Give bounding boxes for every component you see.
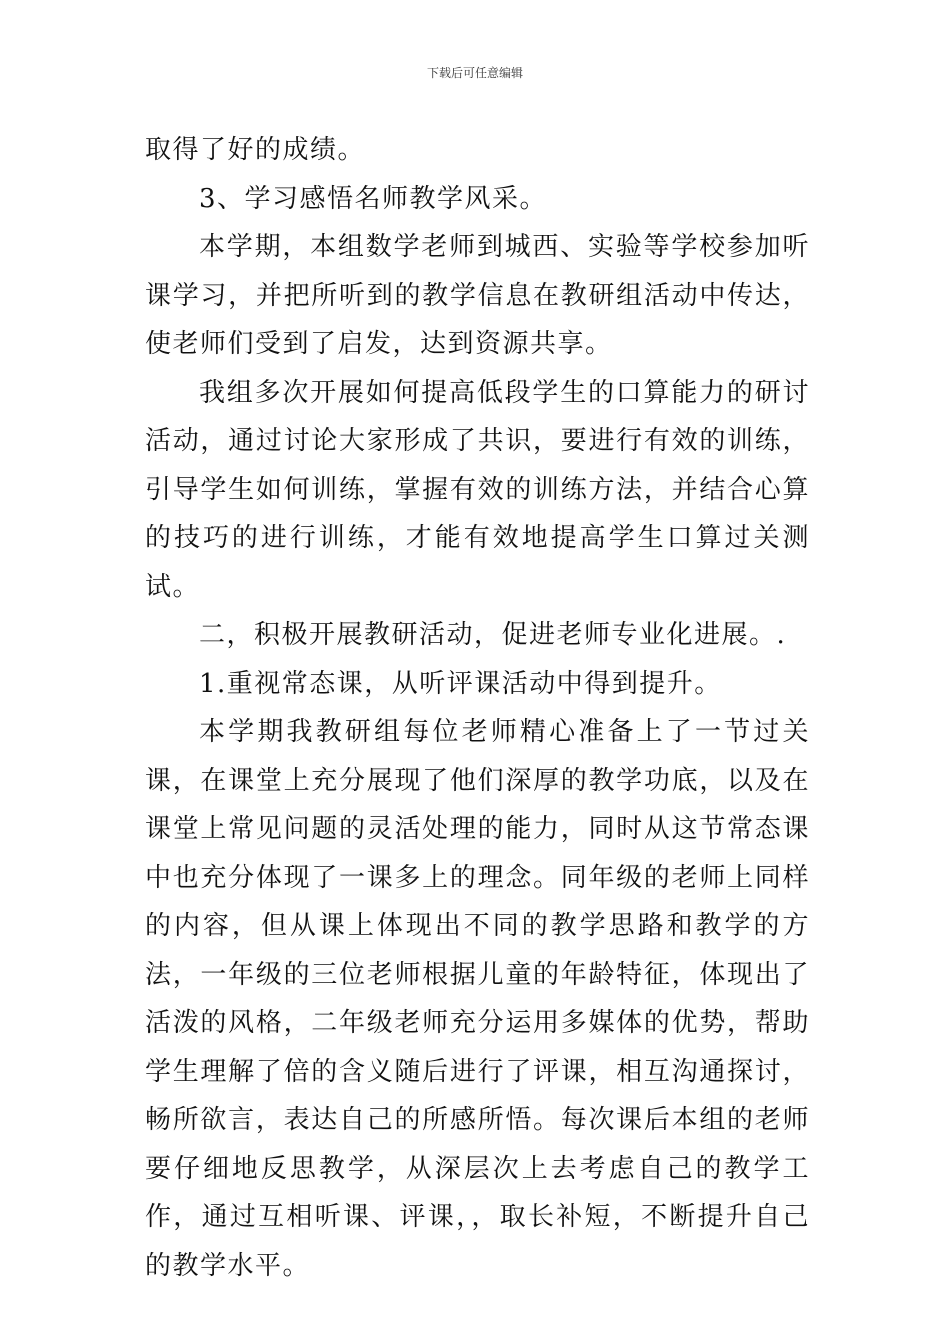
page-header: 下载后可任意编辑 <box>426 66 523 80</box>
section-heading-2: 二，积极开展教研活动，促进老师专业化进展。. <box>199 620 787 650</box>
document-body <box>145 126 810 1290</box>
paragraph: 本学期，本组数学老师到城西、实验等学校参加听课学习，并把所听到的教学信息在教研组活动中传达，使老师们受到了启发，达到资源共享。 <box>145 232 810 359</box>
paragraph: 本学期我教研组每位老师精心准备上了一节过关课，在课堂上充分展现了他们深厚的教学功底，以及在课堂上常见问题的灵活处理的能力，同时从这节常态课中也充分体现了一课多上的理念。同年级的老师上同样的内容，但从课上体现出不同的教学思路和教学的方法，一年级的三位老师根据儿童的年龄特征，体现出了活泼的风格，二年级老师充分运用多媒体的优势，帮助学生理解了倍的含义随后进行了评课，相互沟通探讨，畅所欲言，表达自己的所感所悟。每次课后本组的老师要仔细地反思教学，从深层次上去考虑自己的教学工作，通过互相听课、评课，，取长补短，不断提升自己的教学水平。 <box>145 717 810 1281</box>
subsection-heading-1: 1.重视常态课，从听评课活动中得到提升。 <box>199 668 722 699</box>
section-heading-3: 3、学习感悟名师教学风采。 <box>199 183 548 214</box>
paragraph: 我组多次开展如何提高低段学生的口算能力的研讨活动，通过讨论大家形成了共识，要进行有效的训练，引导学生如何训练，掌握有效的训练方法，并结合心算的技巧的进行训练，才能有效地提高学生口算过关测试。 <box>145 377 810 602</box>
paragraph-continuation: 取得了好的成绩。 <box>145 135 366 165</box>
